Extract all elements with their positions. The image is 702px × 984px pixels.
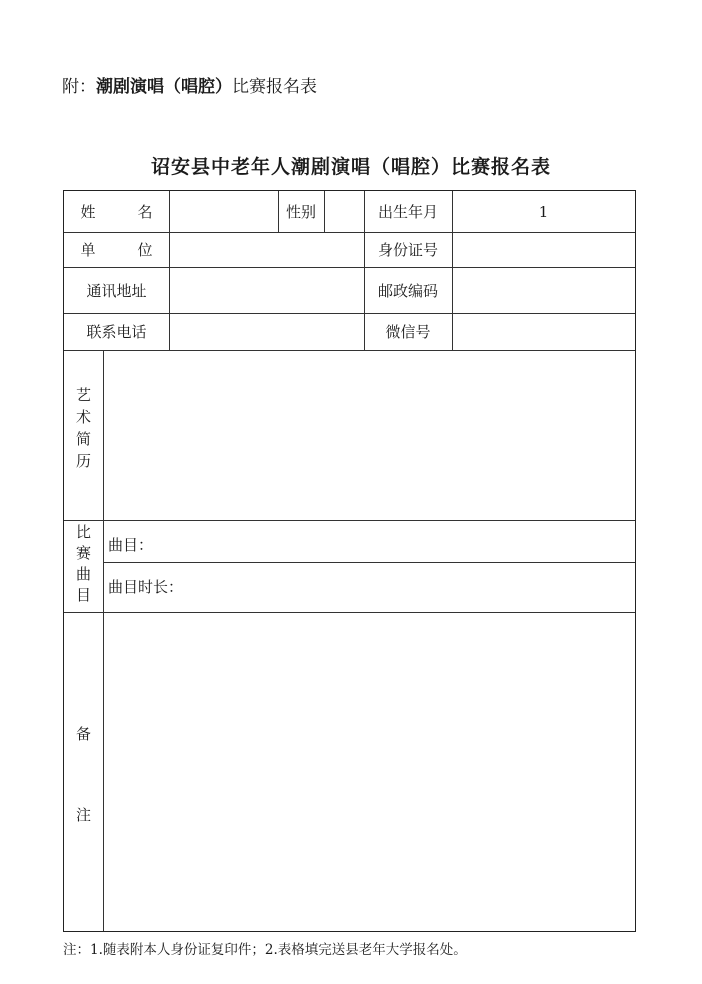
unit-field[interactable] (169, 232, 364, 267)
attachment-bold-title: 潮剧演唱（唱腔） (96, 77, 232, 97)
unit-label-char: 位 (137, 241, 153, 259)
name-label (64, 191, 169, 232)
postal-code-label: 邮政编码 (377, 281, 438, 300)
gender-field[interactable] (324, 191, 364, 232)
gender-label: 性别 (285, 203, 316, 221)
songs-label-char: 比 (75, 523, 91, 541)
attachment-heading (62, 76, 317, 98)
birth-label: 出生年月 (377, 203, 438, 221)
resume-label-char: 历 (75, 452, 91, 470)
remarks-label-char: 注 (76, 806, 92, 824)
resume-label-char: 艺 (75, 386, 91, 404)
footnote: 注：1.随表附本人身份证复印件；2.表格填完送县老年大学报名处。 (63, 942, 467, 958)
name-field[interactable] (169, 191, 278, 232)
name-label-char: 名 (137, 203, 153, 221)
remarks-label-char: 备 (76, 725, 92, 743)
wechat-field[interactable] (452, 313, 635, 350)
unit-label-char: 单 (80, 241, 96, 259)
id-number-field[interactable] (452, 232, 635, 267)
form-title: 诏安县中老年人潮剧演唱（唱腔）比赛报名表 (150, 156, 551, 178)
songs-label-char: 目 (75, 586, 91, 604)
song-duration-label: 曲目时长： (108, 578, 184, 596)
art-resume-field[interactable] (104, 351, 635, 520)
name-label-char: 姓 (80, 203, 96, 221)
address-label: 通讯地址 (86, 281, 147, 300)
postal-code-field[interactable] (452, 267, 635, 313)
phone-field[interactable] (169, 313, 364, 350)
songs-label-char: 赛 (75, 544, 91, 562)
songs-label-char: 曲 (75, 565, 91, 583)
song-title-label: 曲目： (108, 536, 154, 554)
art-resume-label (64, 384, 103, 472)
attachment-rest-title: 比赛报名表 (232, 77, 317, 97)
registration-form-table (63, 190, 636, 932)
attachment-prefix: 附： (62, 77, 96, 97)
resume-label-char: 术 (75, 408, 91, 426)
phone-label: 联系电话 (86, 323, 147, 341)
row-divider (103, 562, 635, 563)
resume-label-char: 简 (75, 430, 91, 448)
birth-field[interactable]: 1 (538, 202, 549, 221)
id-number-label: 身份证号 (377, 241, 438, 259)
wechat-label: 微信号 (385, 323, 431, 341)
unit-label (64, 232, 169, 267)
address-field[interactable] (169, 267, 364, 313)
competition-songs-label (64, 522, 103, 606)
row-divider (64, 520, 635, 521)
remarks-field[interactable] (104, 613, 635, 931)
